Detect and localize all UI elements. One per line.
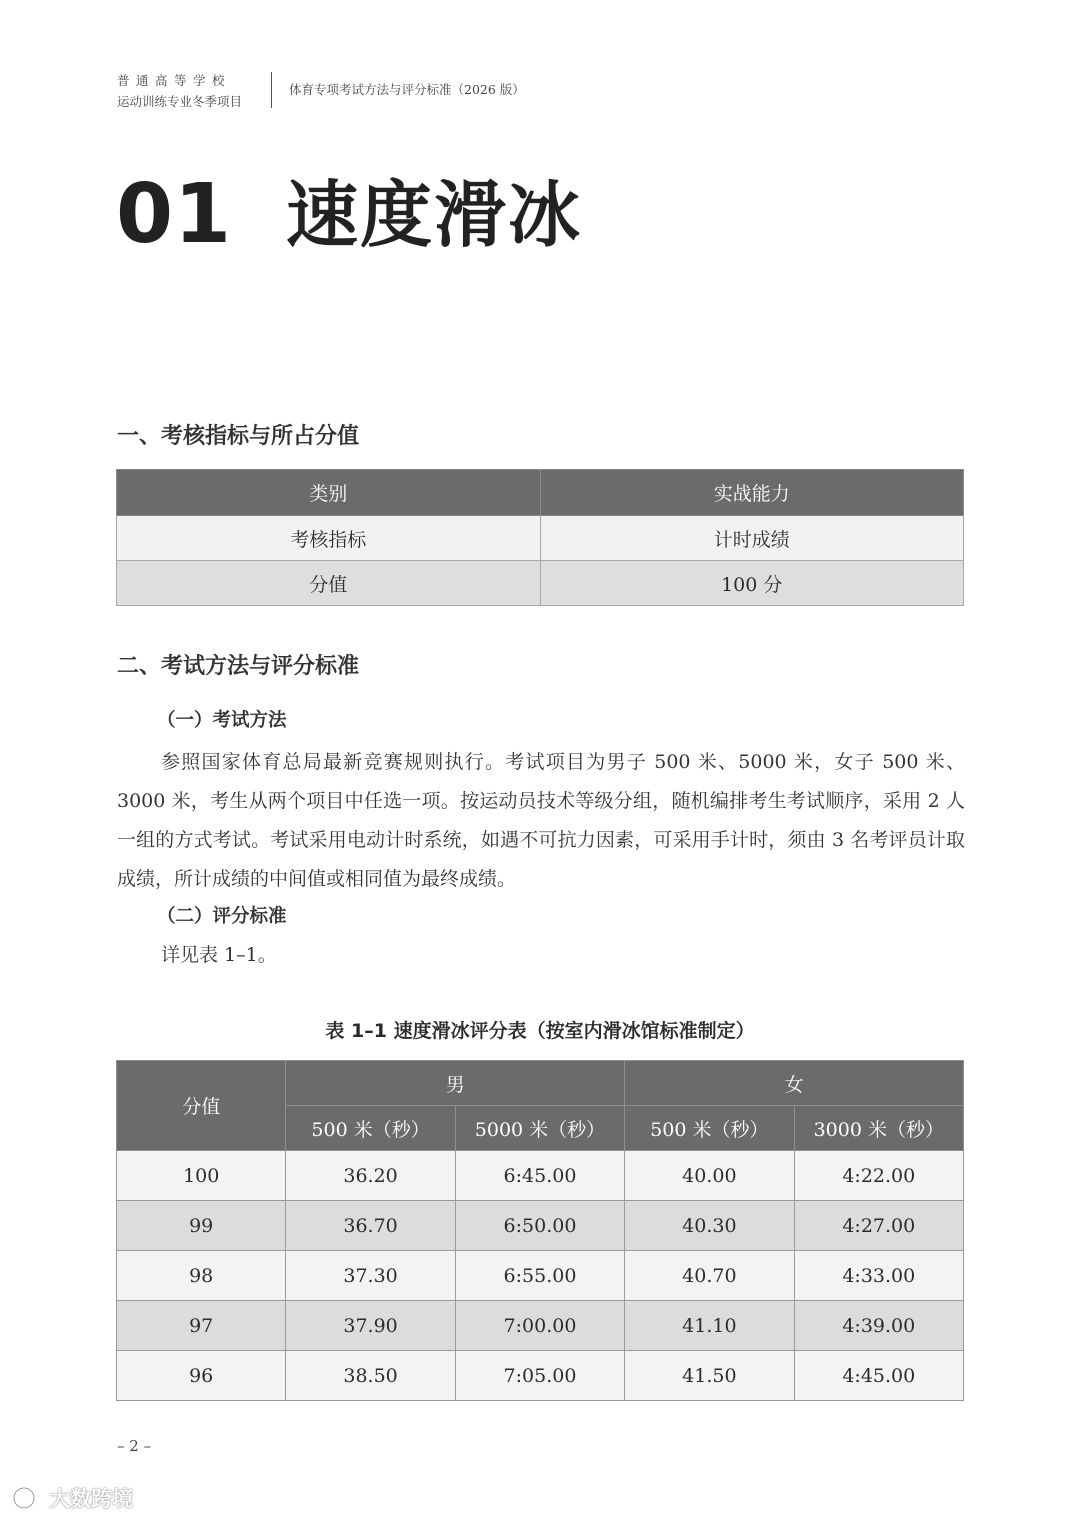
table-header-cell: 实战能力 <box>540 470 964 516</box>
page-number: – 2 – <box>117 1437 152 1455</box>
table-cell: 7:05.00 <box>455 1351 624 1401</box>
chapter-number: 01 <box>116 167 233 262</box>
table-cell: 100 <box>117 1151 286 1201</box>
female-group-header: 女 <box>625 1061 964 1106</box>
brand-logo-icon <box>10 1485 38 1511</box>
table-cell: 4:22.00 <box>794 1151 963 1201</box>
column-header: 3000 米（秒） <box>794 1106 963 1151</box>
table-header-cell: 类别 <box>117 470 541 516</box>
table-cell: 4:33.00 <box>794 1251 963 1301</box>
header-program-line: 运动训练专业冬季项目 <box>117 94 243 109</box>
header-book-title: 体育专项考试方法与评分标准（2026 版） <box>289 82 525 97</box>
table-cell: 40.00 <box>625 1151 794 1201</box>
chapter-title: 速度滑冰 <box>286 173 583 257</box>
section1-heading: 一、考核指标与所占分值 <box>117 423 360 449</box>
table-cell: 36.20 <box>286 1151 455 1201</box>
table-cell: 6:55.00 <box>455 1251 624 1301</box>
table-cell: 分值 <box>117 561 541 606</box>
male-group-header: 男 <box>286 1061 625 1106</box>
table-cell: 100 分 <box>540 561 964 606</box>
table-row <box>117 516 964 561</box>
table-cell: 6:50.00 <box>455 1201 624 1251</box>
table-caption: 表 1–1 速度滑冰评分表（按室内滑冰馆标准制定） <box>325 1020 755 1042</box>
method-paragraph: 参照国家体育总局最新竞赛规则执行。考试项目为男子 500 米、5000 米，女子 500 米、3000 米，考生从两个项目中任选一项。按运动员技术等级分组，随机编排考生考试顺序，采用 2 人一组的方式考试。考试采用电动计时系统，如遇不可抗力因素，可采用手计时，须由 3 名考评员计取成绩，所计成绩的中间值或相同值为最终成绩。 <box>117 751 965 890</box>
score-header: 分值 <box>117 1061 286 1151</box>
table-row <box>117 1301 964 1351</box>
table-header-row <box>117 1061 964 1106</box>
column-header: 500 米（秒） <box>625 1106 794 1151</box>
watermark <box>10 1483 133 1513</box>
table-cell: 考核指标 <box>117 516 541 561</box>
table-cell: 41.10 <box>625 1301 794 1351</box>
table-cell: 6:45.00 <box>455 1151 624 1201</box>
table-cell: 4:39.00 <box>794 1301 963 1351</box>
column-header: 5000 米（秒） <box>455 1106 624 1151</box>
column-header: 500 米（秒） <box>286 1106 455 1151</box>
table-cell: 96 <box>117 1351 286 1401</box>
table-row <box>117 1201 964 1251</box>
table-row <box>117 1151 964 1201</box>
subsection-method: （一）考试方法 <box>157 710 287 731</box>
table-row <box>117 561 964 606</box>
table-cell: 97 <box>117 1301 286 1351</box>
table-cell: 37.90 <box>286 1301 455 1351</box>
table-cell: 38.50 <box>286 1351 455 1401</box>
table-row <box>117 1351 964 1401</box>
table-cell: 7:00.00 <box>455 1301 624 1351</box>
table-cell: 98 <box>117 1251 286 1301</box>
table-cell: 99 <box>117 1201 286 1251</box>
subsection-scoring: （二）评分标准 <box>157 906 287 927</box>
table-cell: 4:27.00 <box>794 1201 963 1251</box>
scoring-table <box>116 1060 964 1401</box>
section2-heading: 二、考试方法与评分标准 <box>117 653 360 679</box>
table-cell: 计时成绩 <box>540 516 964 561</box>
table-cell: 37.30 <box>286 1251 455 1301</box>
header-divider <box>271 72 272 108</box>
table-cell: 41.50 <box>625 1351 794 1401</box>
header-school-line: 普通高等学校 <box>117 73 232 88</box>
table-cell: 4:45.00 <box>794 1351 963 1401</box>
see-table-note: 详见表 1–1。 <box>161 944 277 966</box>
table-cell: 36.70 <box>286 1201 455 1251</box>
watermark-text: 大数跨境 <box>49 1487 134 1511</box>
running-header-left <box>117 70 257 112</box>
indicator-table <box>116 469 964 606</box>
table-header-row <box>117 470 964 516</box>
table-cell: 40.30 <box>625 1201 794 1251</box>
table-row <box>117 1251 964 1301</box>
table-cell: 40.70 <box>625 1251 794 1301</box>
